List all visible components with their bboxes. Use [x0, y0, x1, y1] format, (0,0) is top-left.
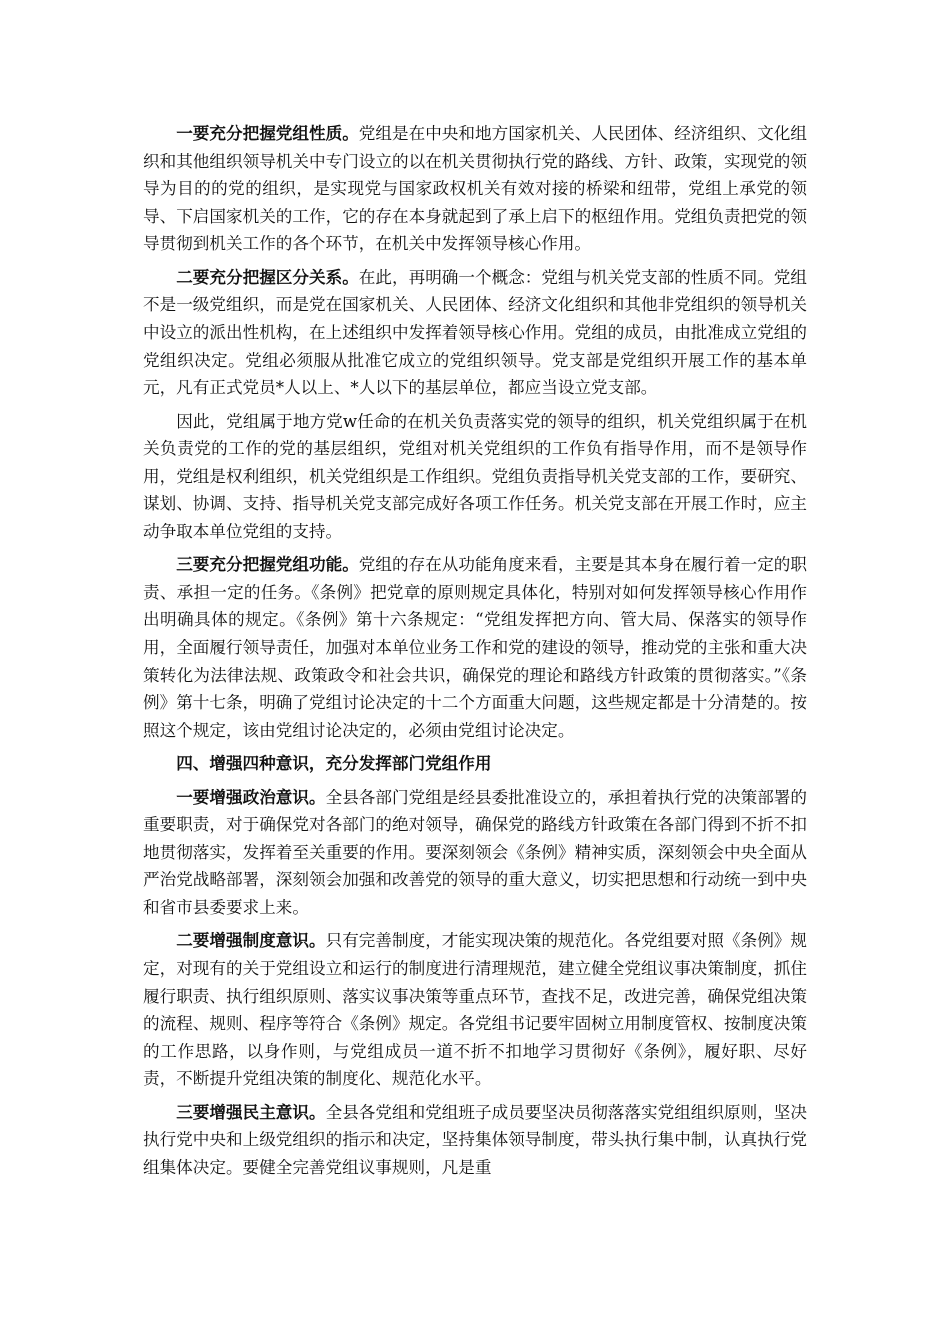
- paragraph-lead: 三要增强民主意识。: [176, 1102, 326, 1122]
- paragraph-body: 全县各部门党组是经县委批准设立的，承担着执行党的决策部署的重要职责，对于确保党对各部门的绝对领导，确保党的路线方针政策在各部门得到不折不扣地贯彻落实，发挥着至关重要的作用。要深刻领会《条例》精神实质，深刻领会中央全面从严治党战略部署，深刻领会加强和改善党的领导的重大意义，切实把思想和行动统一到中央和省市县委要求上来。: [143, 787, 808, 918]
- paragraph-institutional-awareness: [143, 927, 807, 1093]
- paragraph-lead: 一要增强政治意识。: [176, 787, 326, 807]
- paragraph-lead: 二要充分把握区分关系。: [176, 267, 359, 287]
- paragraph-political-awareness: [143, 784, 807, 922]
- paragraph-body: 党组的存在从功能角度来看，主要是其本身在履行着一定的职责、承担一定的任务。《条例》把党章的原则规定具体化，特别对如何发挥领导核心作用作出明确具体的规定。《条例》第十六条规定：“党组发挥把方向、管大局、保落实的领导作用，全面履行领导责任，加强对本单位业务工作和党的建设的领导，推动党的主张和重大决策转化为法律法规、政策政令和社会共识，确保党的理论和路线方针政策的贯彻落实。”《条例》第十七条，明确了党组讨论决定的十二个方面重大问题，这些规定都是十分清楚的。按照这个规定，该由党组讨论决定的，必须由党组讨论决定。: [143, 555, 808, 740]
- paragraph-body: 在此，再明确一个概念：党组与机关党支部的性质不同。党组不是一级党组织，而是党在国家机关、人民团体、经济文化组织和其他非党组织的领导机关中设立的派出性机构，在上述组织中发挥着领导核心作用。党组的成员，由批准成立党组的党组织决定。党组必须服从批准它成立的党组织领导。党支部是党组织开展工作的基本单元，凡有正式党员*人以上、*人以下的基层单位，都应当设立党支部。: [143, 267, 808, 398]
- paragraph-body: 党组是在中央和地方国家机关、人民团体、经济组织、文化组织和其他组织领导机关中专门设立的以在机关贯彻执行党的路线、方针、政策，实现党的领导为目的的党的组织，是实现党与国家政权机关有效对接的桥梁和纽带，党组上承党的领导、下启国家机关的工作，它的存在本身就起到了承上启下的枢纽作用。党组负责把党的领导贯彻到机关工作的各个环节，在机关中发挥领导核心作用。: [143, 124, 808, 254]
- paragraph-democratic-awareness: [143, 1099, 807, 1182]
- paragraph-party-group-function: [143, 551, 807, 744]
- paragraph-lead: 一要充分把握党组性质。: [176, 124, 359, 143]
- section-heading: 四、增强四种意识，充分发挥部门党组作用: [176, 754, 492, 774]
- paragraph-lead: 三要充分把握党组功能。: [176, 555, 359, 575]
- paragraph-party-group-nature: [143, 120, 807, 258]
- paragraph-body: 因此，党组属于地方党w任命的在机关负责落实党的领导的组织，机关党组织属于在机关负责党的工作的党的基层组织，党组对机关党组织的工作负有指导作用，而不是领导作用，党组是权利组织，机关党组织是工作组织。党组负责指导机关党支部的工作，要研究、谋划、协调、支持、指导机关党支部完成好各项工作任务。机关党支部在开展工作时，应主动争取本单位党组的支持。: [143, 411, 807, 541]
- document-page: [143, 120, 807, 1187]
- paragraph-lead: 二要增强制度意识。: [176, 931, 326, 951]
- paragraph-distinguish-relations: [143, 264, 807, 402]
- paragraph-therefore: [143, 408, 807, 546]
- paragraph-body: 只有完善制度，才能实现决策的规范化。各党组要对照《条例》规定，对现有的关于党组设立和运行的制度进行清理规范，建立健全党组议事决策制度，抓住履行职责、执行组织原则、落实议事决策等重点环节，查找不足，改进完善，确保党组决策的流程、规则、程序等符合《条例》规定。各党组书记要牢固树立用制度管权、按制度决策的工作思路，以身作则，与党组成员一道不折不扣地学习贯彻好《条例》，履好职、尽好责，不断提升党组决策的制度化、规范化水平。: [143, 931, 808, 1089]
- paragraph-body: 全县各党组和党组班子成员要坚决员彻落落实党组组织原则，坚决执行党中央和上级党组织的指示和决定，坚持集体领导制度，带头执行集中制，认真执行党组集体决定。要健全完善党组议事规则，凡是重: [143, 1102, 808, 1177]
